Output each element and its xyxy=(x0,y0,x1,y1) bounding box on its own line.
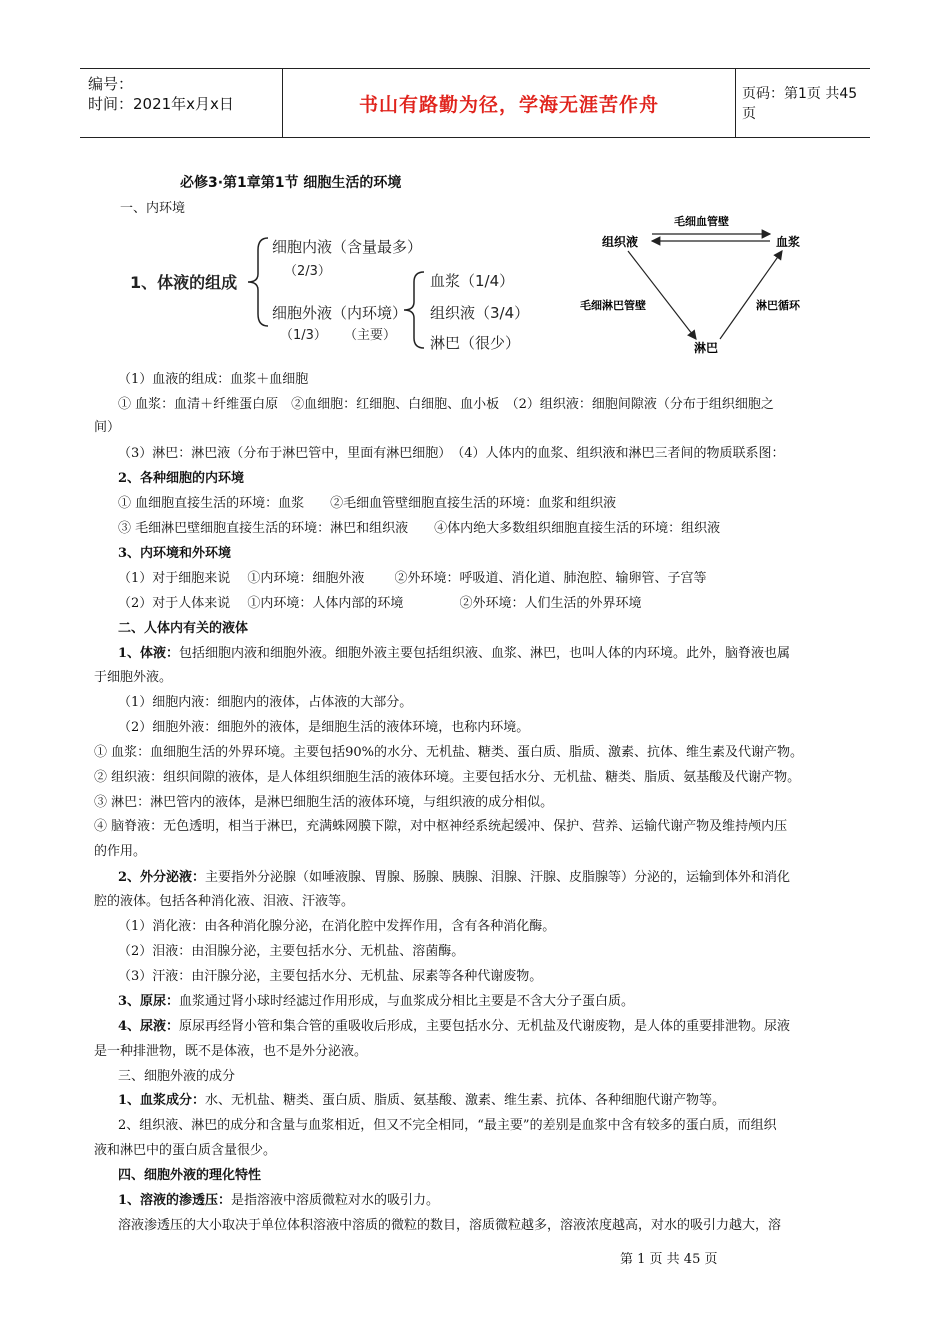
text-line xyxy=(94,992,886,1011)
header-left-cell xyxy=(80,69,280,137)
page-title: 必修3·第1章第1节 细胞生活的环境 xyxy=(180,175,402,191)
text-line: 间） xyxy=(94,420,121,435)
plasma-label: 血浆（1/4） xyxy=(430,272,515,290)
text-line: （2）细胞外液：细胞外的液体，是细胞生活的液体环境，也称内环境。 xyxy=(118,720,530,735)
text-line: 溶液渗透压的大小取决于单位体积溶液中溶质的微粒的数目，溶质微粒越多，溶液浓度越高，对水的吸引力越大，溶 xyxy=(118,1218,782,1233)
text-line xyxy=(94,868,886,887)
text-line: （2）对于人体来说 ①内环境：人体内部的环境 ②外环境：人们生活的外界环境 xyxy=(118,596,642,611)
section-heading-4: 四、细胞外液的理化特性 xyxy=(118,1168,262,1183)
brace-right xyxy=(396,266,430,356)
time-label: 时间：2021年x月x日 xyxy=(88,95,234,113)
label-capillary-wall: 毛细血管壁 xyxy=(674,215,729,228)
number-label: 编号： xyxy=(88,75,134,93)
section-heading-1: 一、内环境 xyxy=(120,201,186,216)
term-desc: 是指溶液中溶质微粒对水的吸引力。 xyxy=(231,1193,440,1208)
text-line: 腔的液体。包括各种消化液、泪液、汗液等。 xyxy=(94,894,355,909)
term-desc: 原尿再经肾小管和集合管的重吸收后形成，主要包括水分、无机盐及代谢废物，是人体的重要排泄物。尿液 xyxy=(179,1019,791,1034)
tissue-fluid-label: 组织液（3/4） xyxy=(430,304,530,322)
text-line xyxy=(94,1017,886,1036)
text-line: ① 血细胞直接生活的环境：血浆 ②毛细血管壁细胞直接生活的环境：血浆和组织液 xyxy=(118,496,617,511)
term-desc: 水、无机盐、糖类、蛋白质、脂质、氨基酸、激素、维生素、抗体、各种细胞代谢产物等。 xyxy=(205,1093,726,1108)
text-line: ③ 毛细淋巴壁细胞直接生活的环境：淋巴和组织液 ④体内绝大多数组织细胞直接生活的环境：组织液 xyxy=(118,521,721,536)
text-line: 是一种排泄物，既不是体液，也不是外分泌液。 xyxy=(94,1044,368,1059)
extracellular-ratio: （1/3） xyxy=(280,328,327,343)
node-lymph: 淋巴 xyxy=(694,341,719,355)
arrow-lymph-to-plasma xyxy=(720,251,782,339)
text-line: 液和淋巴中的蛋白质含量很少。 xyxy=(94,1143,277,1158)
text-line: （3）淋巴：淋巴液（分布于淋巴管中，里面有淋巴细胞） （4）人体内的血浆、组织液和淋巴三者间的物质联系图： xyxy=(118,446,785,461)
text-line xyxy=(94,1091,886,1110)
page-info: 页码：第1页 共45页 xyxy=(742,86,858,122)
label-lymph-capillary-wall: 毛细淋巴管壁 xyxy=(580,299,646,312)
text-line: （1）血液的组成：血浆＋血细胞 xyxy=(118,372,309,387)
text-line: （2）泪液：由泪腺分泌，主要包括水分、无机盐、溶菌酶。 xyxy=(118,944,465,959)
term: 4、尿液： xyxy=(118,1019,180,1034)
text-line: （1）细胞内液：细胞内的液体，占体液的大部分。 xyxy=(118,695,413,710)
composition-root: 1、体液的组成 xyxy=(130,273,238,292)
text-line: （1）对于细胞来说 ①内环境：细胞外液 ②外环境：呼吸道、消化道、肺泡腔、输卵管、子宫等 xyxy=(118,571,707,586)
node-plasma: 血浆 xyxy=(776,235,801,249)
term: 1、血浆成分： xyxy=(118,1093,206,1108)
text-line: （3）汗液：由汗腺分泌，主要包括水分、无机盐、尿素等各种代谢废物。 xyxy=(118,969,543,984)
term: 2、外分泌液： xyxy=(118,870,206,885)
subheading: 3、内环境和外环境 xyxy=(118,546,232,561)
intracellular-label: 细胞内液（含量最多） xyxy=(272,238,423,256)
page-footer: 第 1 页 共 45 页 xyxy=(620,1252,718,1267)
label-lymph-circulation: 淋巴循环 xyxy=(756,299,800,312)
text-line: ③ 淋巴：淋巴管内的液体，是淋巴细胞生活的液体环境，与组织液的成分相似。 xyxy=(94,795,554,810)
header-table xyxy=(80,68,870,138)
subheading: 2、各种细胞的内环境 xyxy=(118,471,245,486)
header-center-cell xyxy=(282,69,736,137)
term: 1、溶液的渗透压： xyxy=(118,1193,232,1208)
node-tissue-fluid: 组织液 xyxy=(602,235,639,249)
motto: 书山有路勤为径，学海无涯苦作舟 xyxy=(358,93,659,116)
text-line: 的作用。 xyxy=(94,844,147,859)
text-line: （1）消化液：由各种消化腺分泌，在消化腔中发挥作用，含有各种消化酶。 xyxy=(118,919,556,934)
extracellular-note: （主要） xyxy=(344,328,397,343)
text-line: 2、组织液、淋巴的成分和含量与血浆相近，但又不完全相同，“最主要”的差别是血浆中含有较多的蛋白质，而组织 xyxy=(118,1118,777,1133)
intracellular-ratio: （2/3） xyxy=(284,264,331,279)
lymph-label: 淋巴（很少） xyxy=(430,334,521,352)
text-line xyxy=(94,1191,886,1210)
term-desc: 血浆通过肾小球时经滤过作用形成，与血浆成分相比主要是不含大分子蛋白质。 xyxy=(179,994,635,1009)
term-desc: 主要指外分泌腺（如唾液腺、胃腺、肠腺、胰腺、泪腺、汗腺、皮脂腺等）分泌的，运输到体外和消化 xyxy=(205,870,791,885)
exchange-diagram xyxy=(570,205,870,365)
term: 1、体液： xyxy=(118,646,180,661)
term-desc: 包括细胞内液和细胞外液。细胞外液主要包括组织液、血浆、淋巴，也叫人体的内环境。此外，脑脊液也属 xyxy=(179,646,791,661)
text-line: ① 血浆：血清＋纤维蛋白原 ②血细胞：红细胞、白细胞、血小板 （2）组织液：细胞间隙液（分布于组织细胞之 xyxy=(118,397,774,412)
text-line: ② 组织液：组织间隙的液体，是人体组织细胞生活的液体环境。主要包括水分、无机盐、糖类、脂质、氨基酸及代谢产物。 xyxy=(94,770,801,785)
text-line: ① 血浆：血细胞生活的外界环境。主要包括90%的水分、无机盐、糖类、蛋白质、脂质、激素、抗体、维生素及代谢产物。 xyxy=(94,745,804,760)
extracellular-label: 细胞外液（内环境） xyxy=(272,304,408,322)
term: 3、原尿： xyxy=(118,994,180,1009)
section-heading-2: 二、人体内有关的液体 xyxy=(118,621,249,636)
section-heading-3: 三、细胞外液的成分 xyxy=(118,1069,236,1084)
text-line: 于细胞外液。 xyxy=(94,670,173,685)
text-line: ④ 脑脊液：无色透明，相当于淋巴，充满蛛网膜下隙，对中枢神经系统起缓冲、保护、营养、运输代谢产物及维持颅内压 xyxy=(94,819,788,834)
arrow-tissue-to-lymph xyxy=(628,251,696,339)
text-line xyxy=(94,644,886,663)
